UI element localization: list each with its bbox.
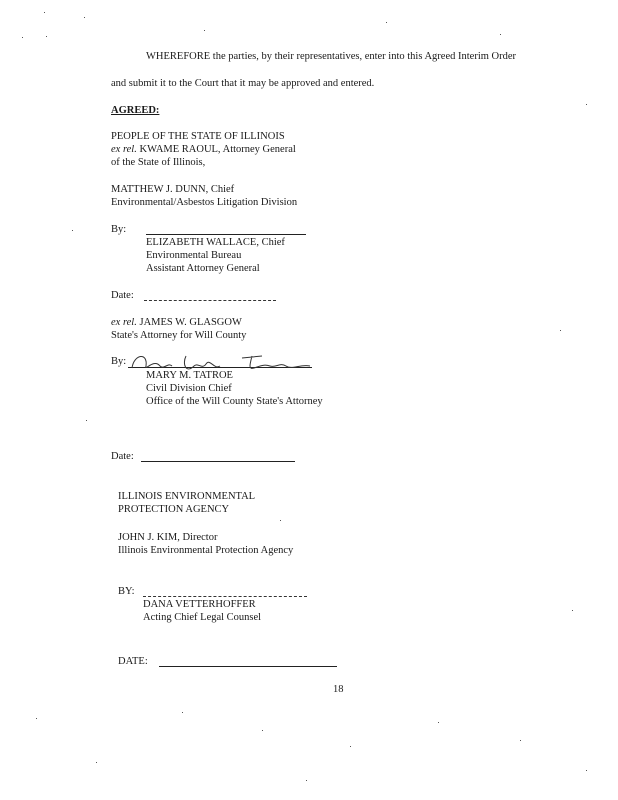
date-line-2 — [141, 461, 295, 462]
scan-speck — [586, 770, 587, 771]
scan-speck — [438, 722, 439, 723]
tatroe-title-1: Civil Division Chief — [146, 383, 232, 394]
people-line-1: PEOPLE OF THE STATE OF ILLINOIS — [111, 131, 285, 142]
scan-speck — [182, 712, 183, 713]
scan-speck — [572, 610, 573, 611]
date-label-3: DATE: — [118, 656, 148, 667]
people-line-2 — [111, 143, 296, 156]
scan-speck — [560, 330, 561, 331]
scan-speck — [350, 746, 351, 747]
kim-name: JOHN J. KIM, Director — [118, 532, 218, 543]
paragraph-line-2: and submit it to the Court that it may be approved and entered. — [111, 78, 375, 89]
glasgow-line — [111, 316, 242, 329]
scan-speck — [500, 34, 501, 35]
kim-agency: Illinois Environmental Protection Agency — [118, 545, 294, 556]
vetterhoffer-name: DANA VETTERHOFFER — [143, 599, 256, 610]
wallace-title-2: Assistant Attorney General — [146, 263, 260, 274]
ex-rel-label-2: ex rel. — [111, 317, 137, 328]
date-label-1: Date: — [111, 290, 134, 301]
attorney-general-name: KWAME RAOUL, Attorney General — [136, 144, 296, 155]
people-line-3: of the State of Illinois, — [111, 157, 206, 168]
scan-speck — [306, 780, 307, 781]
scan-speck — [22, 37, 23, 38]
date-line-1 — [144, 300, 276, 301]
tatroe-title-2: Office of the Will County State's Attorney — [146, 396, 323, 407]
agreed-heading: AGREED: — [111, 105, 160, 116]
scan-speck — [280, 520, 281, 521]
scan-speck — [586, 104, 587, 105]
date-label-2: Date: — [111, 451, 134, 462]
glasgow-title: State's Attorney for Will County — [111, 330, 247, 341]
scan-speck — [46, 36, 47, 37]
scan-speck — [520, 740, 521, 741]
iepa-line-2: PROTECTION AGENCY — [118, 504, 230, 515]
glasgow-name: JAMES W. GLASGOW — [136, 317, 242, 328]
vetterhoffer-title: Acting Chief Legal Counsel — [143, 612, 262, 623]
wallace-name: ELIZABETH WALLACE, Chief — [146, 237, 285, 248]
scan-speck — [262, 730, 263, 731]
by-label-2: By: — [111, 356, 127, 367]
date-line-3 — [159, 666, 337, 667]
scan-speck — [84, 17, 85, 18]
scan-speck — [72, 230, 73, 231]
wallace-title-1: Environmental Bureau — [146, 250, 242, 261]
dunn-name: MATTHEW J. DUNN, Chief — [111, 184, 235, 195]
by-label-1: By: — [111, 224, 127, 235]
paragraph-line-1: WHEREFORE the parties, by their representatives, enter into this Agreed Interim Order — [146, 51, 517, 62]
dunn-division: Environmental/Asbestos Litigation Division — [111, 197, 298, 208]
page-number: 18 — [333, 684, 344, 695]
signature-line-1 — [146, 234, 306, 235]
scan-speck — [96, 762, 97, 763]
by-label-3: BY: — [118, 586, 135, 597]
scan-speck — [204, 30, 205, 31]
signature-line-3 — [143, 596, 307, 597]
iepa-line-1: ILLINOIS ENVIRONMENTAL — [118, 491, 256, 502]
scan-speck — [386, 22, 387, 23]
scan-speck — [36, 718, 37, 719]
ex-rel-label: ex rel. — [111, 144, 137, 155]
scan-speck — [86, 420, 87, 421]
scan-speck — [44, 12, 45, 13]
tatroe-name: MARY M. TATROE — [146, 370, 233, 381]
